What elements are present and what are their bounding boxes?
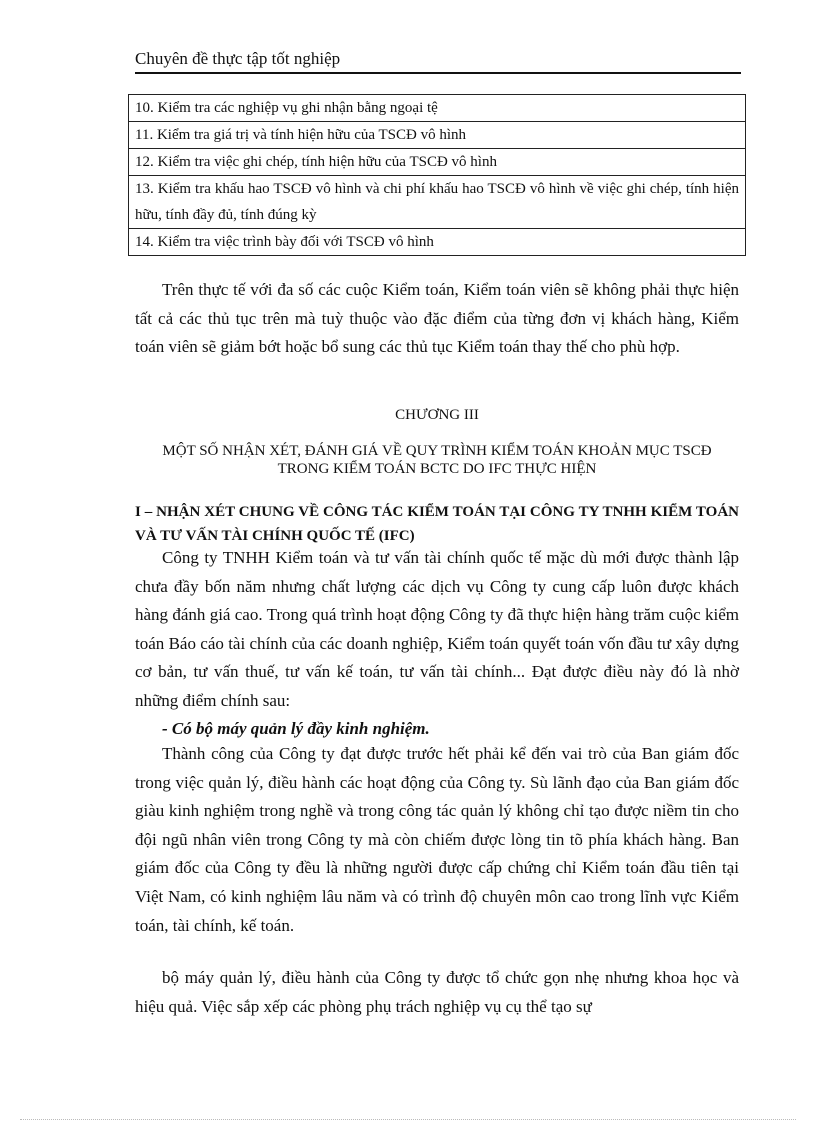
table-cell: 14. Kiểm tra việc trình bày đối với TSCĐ vô hình — [129, 229, 746, 256]
page-bottom-rule — [20, 1119, 796, 1120]
section-heading: I – NHẬN XÉT CHUNG VỀ CÔNG TÁC KIỂM TOÁN TẠI CÔNG TY TNHH KIỂM TOÁN VÀ TƯ VẤN TÀI CHÍNH QUỐC TẾ (IFC) — [135, 504, 739, 544]
table-row — [129, 122, 746, 149]
table-row — [129, 176, 746, 229]
subheading: - Có bộ máy quản lý đầy kinh nghiệm. — [162, 719, 430, 738]
table-row — [129, 95, 746, 122]
procedure-table — [128, 94, 746, 256]
table-row — [129, 229, 746, 256]
table-cell: 11. Kiểm tra giá trị và tính hiện hữu của TSCĐ vô hình — [129, 122, 746, 149]
body-paragraph: Thành công của Công ty đạt được trước hết phải kể đến vai trò của Ban giám đốc trong việc quản lý, điều hành các hoạt động của Công ty. Sù lãnh đạo của Ban giám đốc giàu kinh nghiệm trong nghề và trong công tác quản lý không chỉ tạo được niềm tin cho đội ngũ nhân viên trong Công ty mà còn chiếm được lòng tin tõ phía khách hàng. Ban giám đốc của Công ty đều là những người được cấp chứng chỉ Kiểm toán đầu tiên tại Việt Nam, có kinh nghiệm lâu năm và có trình độ chuyên môn cao trong lĩnh vực Kiểm toán, tài chính, kế toán. — [135, 744, 739, 935]
table-cell: 10. Kiểm tra các nghiệp vụ ghi nhận bằng ngoại tệ — [129, 95, 746, 122]
page-header — [135, 48, 741, 74]
body-paragraph: Công ty TNHH Kiểm toán và tư vấn tài chính quốc tế mặc dù mới được thành lập chưa đầy bốn năm nhưng chất lượng các dịch vụ Công ty cung cấp luôn được khách hàng đánh giá cao. Trong quá trình hoạt động Công ty đã thực hiện hàng trăm cuộc kiểm toán Báo cáo tài chính của các doanh nghiệp, Kiểm toán quyết toán vốn đầu tư xây dựng cơ bản, tư vấn thuế, tư vấn kế toán, tư vấn tài chính... Đạt được điều này đó là nhờ những điểm chính sau: — [135, 548, 739, 710]
table-cell: 12. Kiểm tra việc ghi chép, tính hiện hữu của TSCĐ vô hình — [129, 149, 746, 176]
chapter-title: MỘT SỐ NHẬN XÉT, ĐÁNH GIÁ VỀ QUY TRÌNH KIỂM TOÁN KHOẢN MỤC TSCĐ TRONG KIỂM TOÁN BCTC DO IFC THỰC HIỆN — [162, 443, 712, 477]
body-paragraph: bộ máy quản lý, điều hành của Công ty được tổ chức gọn nhẹ nhưng khoa học và hiệu quả. Việc sắp xếp các phòng phụ trách nghiệp vụ cụ thể tạo sự — [135, 968, 739, 1016]
table-cell: 13. Kiểm tra khấu hao TSCĐ vô hình và chi phí khấu hao TSCĐ vô hình về việc ghi chép, tính hiện hữu, tính đầy đủ, tính đúng kỳ — [129, 176, 746, 229]
chapter-label: CHƯƠNG III — [395, 407, 479, 423]
body-paragraph: Trên thực tế với đa số các cuộc Kiểm toán, Kiểm toán viên sẽ không phải thực hiện tất cả các thủ tục trên mà tuỳ thuộc vào đặc điểm của từng đơn vị khách hàng, Kiểm toán viên sẽ giảm bớt hoặc bổ sung các thủ tục Kiểm toán thay thế cho phù hợp. — [135, 280, 739, 357]
header-title: Chuyên đề thực tập tốt nghiệp — [135, 49, 341, 68]
table-row — [129, 149, 746, 176]
